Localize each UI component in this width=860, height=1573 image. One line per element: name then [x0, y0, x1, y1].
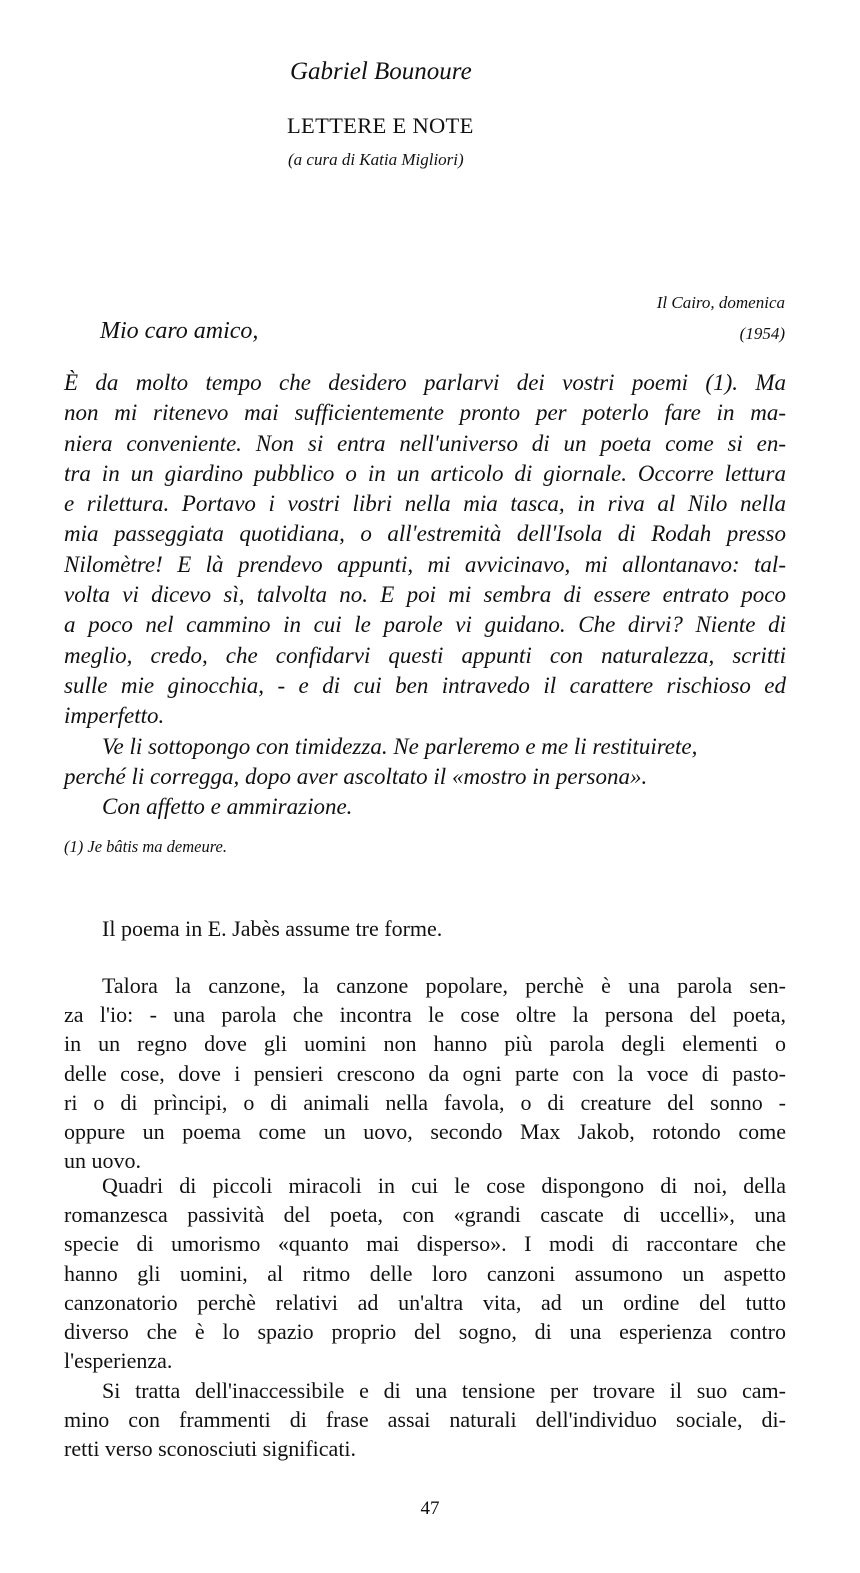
footnote: (1) Je bâtis ma demeure. [64, 837, 227, 856]
letter-line: meglio, credo, che confidarvi questi appunti con naturalezza, scritti [64, 642, 786, 668]
letter-signoff: Con affetto e ammirazione. [102, 794, 353, 820]
letter-body [64, 368, 786, 822]
letter-line: imperfetto. [64, 703, 165, 729]
letter-line: volta vi dicevo sì, talvolta no. E poi mi sembra di essere entrato poco [64, 582, 786, 608]
essay-line: canzonatorio perchè relativi ad un'altra vita, ad un ordine del tutto [64, 1289, 786, 1315]
essay-line: mino con frammenti di frase assai naturali dell'individuo sociale, di- [64, 1407, 786, 1433]
letter-line: mia passeggiata quotidiana, o all'estremità dell'Isola di Rodah presso [64, 521, 786, 547]
essay-line: ri o di prìncipi, o di animali nella favola, o di creature del sonno - [64, 1089, 786, 1115]
essay-line: romanzesca passività del poeta, con «grandi cascate di uccelli», una [64, 1202, 786, 1228]
essay-line: un uovo. [64, 1148, 141, 1174]
letter-closing [64, 732, 786, 823]
page-number: 47 [420, 1498, 440, 1519]
essay-intro [64, 914, 786, 943]
article-title: LETTERE E NOTE [287, 113, 474, 138]
essay-line: Quadri di piccoli miracoli in cui le cose dispongono di noi, della [102, 1173, 786, 1198]
editor-credit: (a cura di Katia Migliori) [288, 150, 464, 169]
letter-closing-line: Ve li sottopongo con timidezza. Ne parleremo e me li restituirete, [102, 733, 698, 759]
essay-line: Talora la canzone, la canzone popolare, perchè è una parola sen- [102, 973, 786, 998]
essay-intro-line: Il poema in E. Jabès assume tre forme. [102, 916, 443, 941]
essay-line: za l'io: - una parola che incontra le cose oltre la persona del poeta, [64, 1002, 786, 1028]
letter-line: non mi ritenevo mai sufficientemente pronto per poterlo fare in ma- [64, 400, 786, 426]
author-name: Gabriel Bounoure [290, 58, 472, 85]
essay-line: diverso che è lo spazio proprio del sogno, di una esperienza contro [64, 1319, 786, 1345]
letter-year: (1954) [739, 324, 785, 343]
essay-line: in un regno dove gli uomini non hanno più parola degli elementi o [64, 1031, 786, 1057]
essay-paragraph-1 [64, 971, 786, 1175]
letter-line: È da molto tempo che desidero parlarvi dei vostri poemi (1). Ma [64, 370, 786, 395]
letter-line: niera conveniente. Non si entra nell'universo di un poeta come si en- [64, 430, 786, 456]
essay-line: specie di umorismo «quanto mai disperso». I modi di raccontare che [64, 1231, 786, 1257]
essay-line: hanno gli uomini, al ritmo delle loro canzoni assumono un aspetto [64, 1260, 786, 1286]
essay-paragraph-2 [64, 1171, 786, 1375]
essay-paragraph-3 [64, 1376, 786, 1464]
essay-line: retti verso sconosciuti significati. [64, 1436, 357, 1462]
letter-line: Nilomètre! E là prendevo appunti, mi avvicinavo, mi allontanavo: tal- [64, 551, 786, 577]
letter-line: sulle mie ginocchia, - e di cui ben intravedo il carattere rischioso ed [64, 672, 786, 698]
letter-paragraph [64, 368, 786, 732]
essay-line: delle cose, dove i pensieri crescono da ogni parte con la voce di pasto- [64, 1060, 786, 1086]
letter-line: tra in un giardino pubblico o in un articolo di giornale. Occorre lettura [64, 460, 786, 486]
letter-place: Il Cairo, domenica [656, 293, 785, 312]
essay-line: l'esperienza. [64, 1348, 173, 1374]
essay-line: oppure un poema come un uovo, secondo Max Jakob, rotondo come [64, 1119, 786, 1145]
essay-line: Si tratta dell'inaccessibile e di una tensione per trovare il suo cam- [102, 1378, 786, 1403]
letter-line: e rilettura. Portavo i vostri libri nella mia tasca, in riva al Nilo nella [64, 491, 786, 517]
letter-line: a poco nel cammino in cui le parole vi guidano. Che dirvi? Niente di [64, 612, 786, 638]
letter-salutation: Mio caro amico, [100, 318, 259, 344]
letter-closing-line: perché li corregga, dopo aver ascoltato il «mostro in persona». [64, 763, 648, 789]
